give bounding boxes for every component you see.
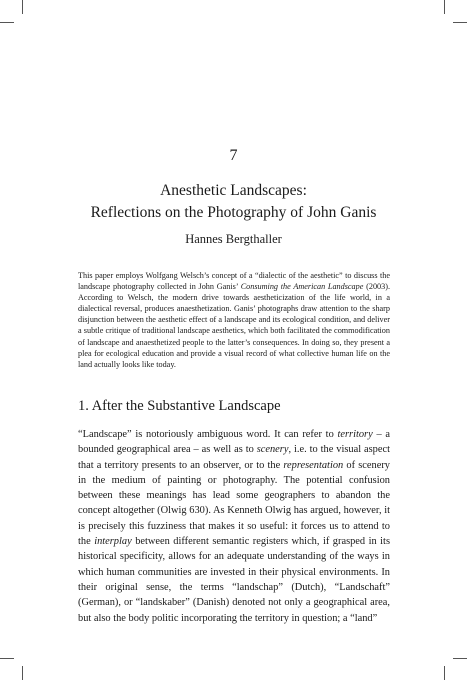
body-text: “Landscape” is notoriously ambiguous word. It can refer to	[78, 429, 338, 440]
abstract-book-title: Consuming the American Landscape	[240, 282, 364, 292]
chapter-number: 7	[229, 147, 238, 164]
crop-mark	[22, 666, 23, 680]
abstract	[78, 270, 390, 370]
body-emphasis: interplay	[94, 536, 132, 548]
body-emphasis: scenery	[256, 444, 289, 456]
chapter-title-line: Anesthetic Landscapes:	[160, 182, 307, 199]
crop-mark	[0, 658, 14, 659]
body-emphasis: representation	[283, 459, 344, 471]
crop-mark	[22, 0, 23, 14]
body-text: – a bounded geographical area – as well as to	[78, 429, 390, 456]
crop-mark	[453, 22, 467, 23]
crop-mark	[444, 0, 445, 14]
body-text: between different semantic registers which, if grasped in its historical specificity, allows for an adequate understanding of the ways in which human communities are invested in their physical environments. In their original sense, the terms “landschap” (Dutch), “Landschaft” (German), or “landskaber” (Danish) denoted not only a geographical area, but also the body politic incorporating the territory in question; a “land”	[78, 536, 390, 624]
section-heading: 1. After the Substantive Landscape	[78, 398, 281, 414]
abstract-text: This paper employs Wolfgang Welsch’s concept of a “dialectic of the aesthetic” to discuss the landscape photography collected in John Ganis’	[78, 271, 390, 292]
body-text: of scenery in the medium of painting or photography. The potential confusion between these meanings has lead some geographers to abandon the concept altogether (Olwig 630). As Kenneth Olwig has argued, however, it is precisely this fuzziness that makes it so useful: it forces us to attend to the	[78, 459, 390, 548]
crop-mark	[453, 658, 467, 659]
crop-mark	[0, 22, 14, 23]
body-emphasis: territory	[337, 429, 373, 440]
author-name: Hannes Bergthaller	[185, 232, 282, 246]
chapter-title	[0, 180, 467, 224]
chapter-title-line: Reflections on the Photography of John Ganis	[90, 204, 377, 221]
body-text: , i.e. to the visual aspect that a territory presents to an observer, or to the	[78, 444, 390, 471]
body-paragraph	[78, 427, 390, 626]
abstract-text: (2003). According to Welsch, the modern drive towards aestheticization of the life world, in a dialectical reversal, produces anaesthetization. Ganis’ photographs draw attention to the sharp disjunction between the aesthetic effect of a landscape and its ecological condition, and deliver a subtle critique of traditional landscape aesthetics, which both facilitated the commodification of landscape and anaesthetized people to the latter’s consequences. In doing so, they present a plea for ecological education and provide a visual record of what collective human life on the land actually looks like today.	[78, 282, 391, 369]
crop-mark	[444, 666, 445, 680]
